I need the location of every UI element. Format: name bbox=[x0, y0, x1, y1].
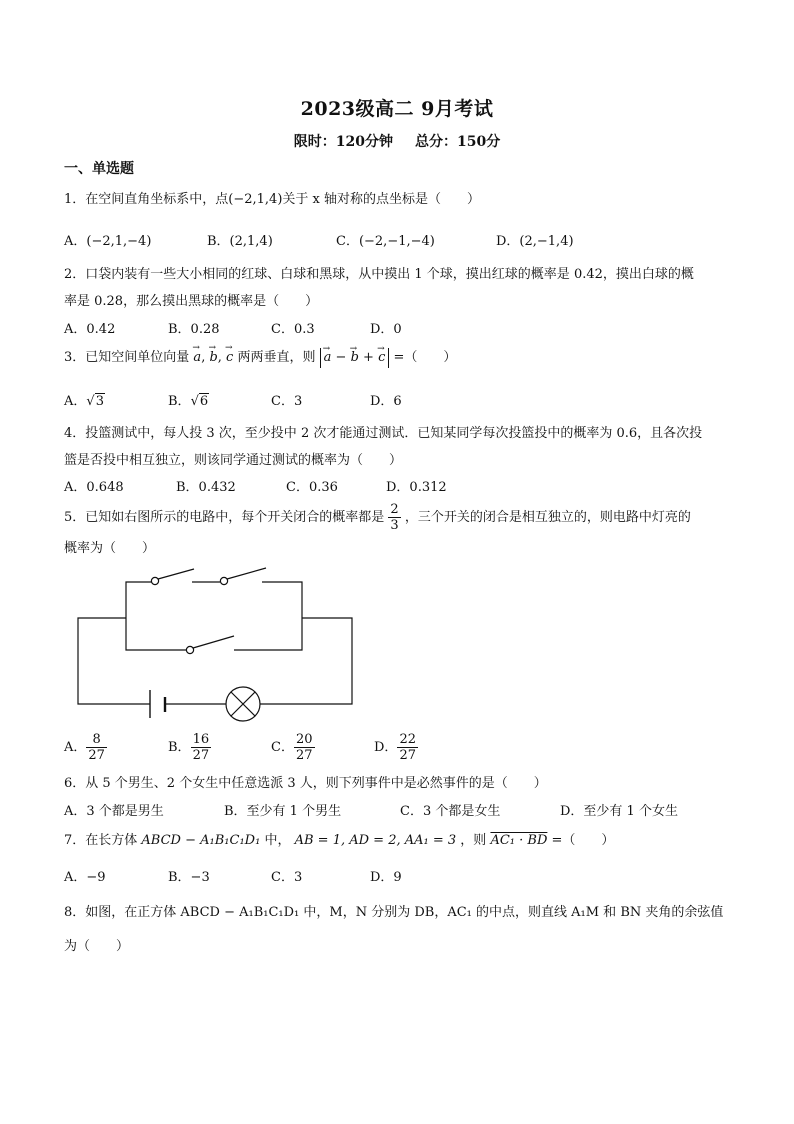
option-b: B．√6 bbox=[168, 394, 209, 409]
option-b: B．0.432 bbox=[176, 480, 236, 495]
question-text: 3．已知空间单位向量 bbox=[64, 350, 190, 365]
lamp-cross bbox=[231, 692, 255, 716]
conditions: AB = 1, AD = 2, AA₁ = 3 bbox=[294, 833, 457, 848]
question-text: ，则 bbox=[460, 833, 487, 848]
option-a: A．−9 bbox=[64, 870, 106, 885]
option-c: C．0.36 bbox=[286, 480, 338, 495]
option-a: A． $\frac{8}{27}$ bbox=[64, 732, 105, 763]
question-text: 5．已知如右图所示的电路中，每个开关闭合的概率都是 bbox=[64, 510, 385, 525]
question-1 bbox=[64, 186, 734, 213]
switch-3-lever bbox=[193, 636, 234, 648]
dot-product: AC₁ · BD bbox=[490, 833, 548, 848]
switch-1-pivot bbox=[151, 577, 158, 584]
question-text: 篮是否投中相互独立，则该同学通过测试的概率为（ ） bbox=[64, 453, 403, 468]
option-a: A．√3 bbox=[64, 394, 104, 409]
question-text: 两两垂直，则 bbox=[237, 350, 316, 365]
question-7 bbox=[64, 827, 734, 854]
probability-fraction: $\frac{2}{3}$ bbox=[390, 502, 399, 533]
upper-branch-right bbox=[262, 582, 302, 618]
question-text: 概率为（ ） bbox=[64, 541, 156, 556]
wire-right bbox=[260, 618, 352, 704]
question-5 bbox=[64, 501, 734, 562]
option-b: B．至少有 1 个男生 bbox=[224, 804, 342, 819]
option-b: B． $\frac{16}{27}$ bbox=[168, 732, 210, 763]
option-a: A．0.648 bbox=[64, 480, 124, 495]
section-heading: 一、单选题 bbox=[64, 161, 134, 177]
option-c: C．3 bbox=[271, 394, 303, 409]
question-2 bbox=[64, 261, 734, 315]
option-d: D．至少有 1 个女生 bbox=[560, 804, 678, 819]
question-4 bbox=[64, 420, 734, 474]
question-text: 6．从 5 个男生、2 个女生中任意选派 3 人，则下列事件中是必然事件的是（ ） bbox=[64, 776, 547, 791]
option-a: A．(−2,1,−4) bbox=[64, 234, 152, 249]
switch-1-lever bbox=[158, 569, 194, 579]
question-text: 8．如图，在正方体 ABCD − A₁B₁C₁D₁ 中，M，N 分别为 DB，AC₁ 的中点，则直线 A₁M 和 BN 夹角的余弦值 bbox=[64, 905, 724, 920]
wire-left bbox=[78, 618, 150, 704]
question-text: 4．投篮测试中，每人投 3 次，至少投中 2 次才能通过测试．已知某同学每次投篮投中的概率为 0.6，且各次投 bbox=[64, 426, 703, 441]
question-text: =（ ） bbox=[393, 350, 457, 365]
option-b: B．(2,1,4) bbox=[207, 234, 273, 249]
question-6 bbox=[64, 770, 734, 797]
question-text: 为（ ） bbox=[64, 939, 130, 954]
vector-set: → a, → b, → c bbox=[193, 350, 233, 365]
option-a: A．3 个都是男生 bbox=[64, 804, 164, 819]
switch-2-lever bbox=[227, 568, 266, 579]
lower-branch-right bbox=[234, 618, 302, 650]
question-text: ，三个开关的闭合是相互独立的，则电路中灯亮的 bbox=[404, 510, 691, 525]
option-c: C．3 个都是女生 bbox=[400, 804, 501, 819]
switch-2-pivot bbox=[220, 577, 227, 584]
option-c: C．0.3 bbox=[271, 322, 315, 337]
switch-3-pivot bbox=[186, 646, 193, 653]
question-3 bbox=[64, 344, 734, 371]
lower-branch-left bbox=[126, 618, 186, 650]
question-text: 2．口袋内装有一些大小相同的红球、白球和黑球，从中摸出 1 个球，摸出红球的概率是 0.42，摸出白球的概 bbox=[64, 267, 694, 282]
option-d: D． $\frac{22}{27}$ bbox=[374, 732, 416, 763]
question-text: 中， bbox=[264, 833, 291, 848]
option-a: A．0.42 bbox=[64, 322, 116, 337]
option-c: C．3 bbox=[271, 870, 303, 885]
circuit-diagram bbox=[70, 566, 370, 726]
exam-title: 2023级高二 9月考试 bbox=[300, 98, 494, 120]
solid-name: ABCD − A₁B₁C₁D₁ bbox=[141, 833, 261, 848]
option-c: C．(−2,−1,−4) bbox=[336, 234, 435, 249]
option-d: D．0 bbox=[370, 322, 402, 337]
exam-subtitle bbox=[0, 131, 794, 151]
option-d: D．(2,−1,4) bbox=[496, 234, 574, 249]
question-8 bbox=[64, 896, 734, 964]
question-text: =（ ） bbox=[551, 833, 615, 848]
option-d: D．6 bbox=[370, 394, 402, 409]
option-d: D．9 bbox=[370, 870, 402, 885]
option-b: B．0.28 bbox=[168, 322, 220, 337]
question-text: 1．在空间直角坐标系中，点(−2,1,4)关于 x 轴对称的点坐标是（ ） bbox=[64, 192, 480, 207]
question-text: 率是 0.28，那么摸出黑球的概率是（ ） bbox=[64, 294, 319, 309]
vector-magnitude: → a − → b + → c bbox=[320, 348, 390, 368]
question-text: 7．在长方体 bbox=[64, 833, 138, 848]
total-score: 总分：150分 bbox=[415, 134, 501, 150]
option-d: D．0.312 bbox=[386, 480, 447, 495]
time-limit: 限时：120分钟 bbox=[293, 134, 393, 150]
upper-branch-left bbox=[126, 582, 152, 618]
option-b: B．−3 bbox=[168, 870, 210, 885]
option-c: C． $\frac{20}{27}$ bbox=[271, 732, 313, 763]
